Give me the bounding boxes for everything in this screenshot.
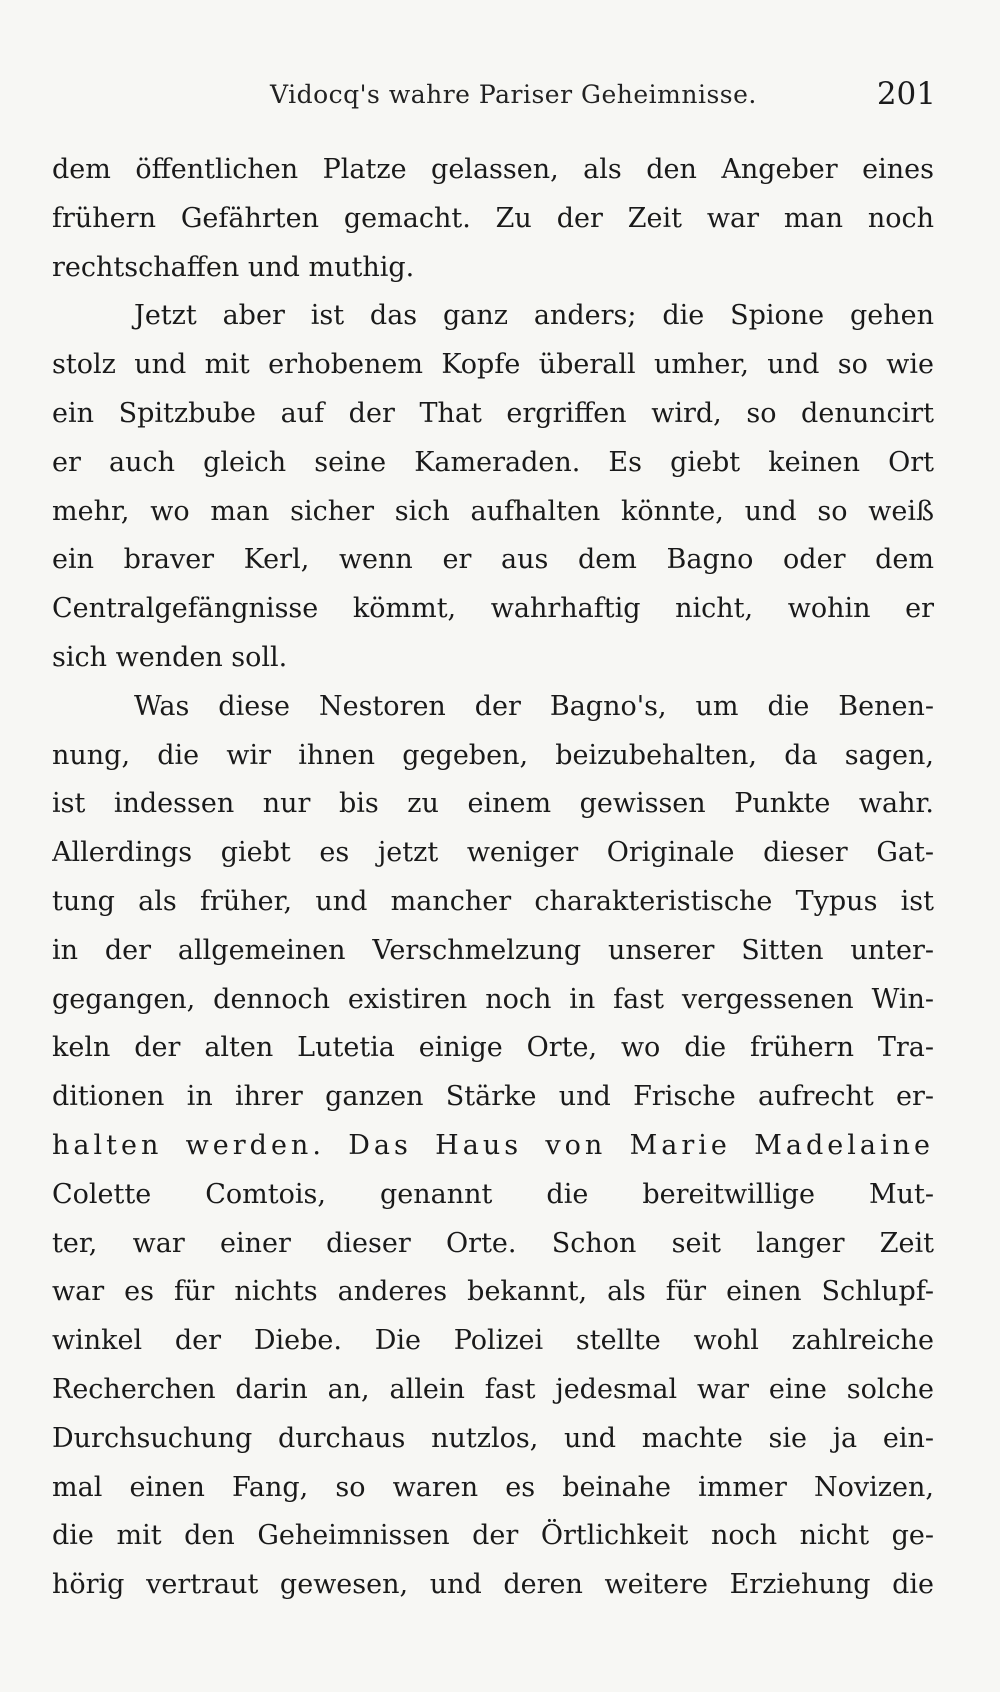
text-line: Colette Comtois, genannt die bereitwillige Mut- xyxy=(52,1178,934,1210)
text-line: nung, die wir ihnen gegeben, beizubehalten, da sagen, xyxy=(52,739,934,771)
text-line: tung als früher, und mancher charakteristische Typus ist xyxy=(52,885,934,917)
text-line: Durchsuchung durchaus nutzlos, und machte sie ja ein- xyxy=(52,1422,934,1454)
text-line: Was diese Nestoren der Bagno's, um die Benen- xyxy=(134,690,934,722)
text-line: winkel der Diebe. Die Polizei stellte wohl zahlreiche xyxy=(52,1325,934,1357)
text-line: Allerdings giebt es jetzt weniger Originale dieser Gat- xyxy=(52,837,934,869)
body-text xyxy=(52,146,934,1610)
page-header xyxy=(240,76,940,116)
text-line: Centralgefängnisse kömmt, wahrhaftig nicht, wohin er xyxy=(52,593,934,625)
text-line: ein braver Kerl, wenn er aus dem Bagno oder dem xyxy=(52,544,934,576)
page-number: 201 xyxy=(876,76,936,112)
text-line: rechtschaffen und muthig. xyxy=(52,251,415,283)
text-line: stolz und mit erhobenem Kopfe überall umher, und so wie xyxy=(52,349,934,381)
text-line: ditionen in ihrer ganzen Stärke und Frische aufrecht er- xyxy=(52,1081,934,1113)
text-line: war es für nichts anderes bekannt, als für einen Schlupf- xyxy=(52,1276,934,1308)
running-title: Vidocq's wahre Pariser Geheimnisse. xyxy=(270,80,757,109)
text-line: in der allgemeinen Verschmelzung unserer Sitten unter- xyxy=(52,934,934,966)
text-line: Jetzt aber ist das ganz anders; die Spione gehen xyxy=(134,300,934,332)
text-line: mal einen Fang, so waren es beinahe immer Novizen, xyxy=(52,1471,934,1503)
text-line: ter, war einer dieser Orte. Schon seit langer Zeit xyxy=(52,1227,934,1259)
text-line: ein Spitzbube auf der That ergriffen wird, so denuncirt xyxy=(52,397,934,429)
text-line: er auch gleich seine Kameraden. Es giebt keinen Ort xyxy=(52,446,934,478)
text-line: sich wenden soll. xyxy=(52,641,288,673)
text-line: hörig vertraut gewesen, und deren weitere Erziehung die xyxy=(52,1569,934,1601)
text-line: Recherchen darin an, allein fast jedesmal war eine solche xyxy=(52,1373,934,1405)
text-line: keln der alten Lutetia einige Orte, wo die frühern Tra- xyxy=(52,1032,934,1064)
text-line: dem öffentlichen Platze gelassen, als den Angeber eines xyxy=(52,154,934,185)
text-line: gegangen, dennoch existiren noch in fast vergessenen Win- xyxy=(52,983,934,1015)
text-line: mehr, wo man sicher sich aufhalten könnte, und so weiß xyxy=(52,495,934,527)
text-line: frühern Gefährten gemacht. Zu der Zeit war man noch xyxy=(52,202,934,234)
text-line: ist indessen nur bis zu einem gewissen Punkte wahr. xyxy=(52,788,934,820)
text-line: halten werden. Das Haus von Marie Madelaine xyxy=(52,1129,934,1161)
text-line: die mit den Geheimnissen der Örtlichkeit noch nicht ge- xyxy=(52,1520,934,1552)
